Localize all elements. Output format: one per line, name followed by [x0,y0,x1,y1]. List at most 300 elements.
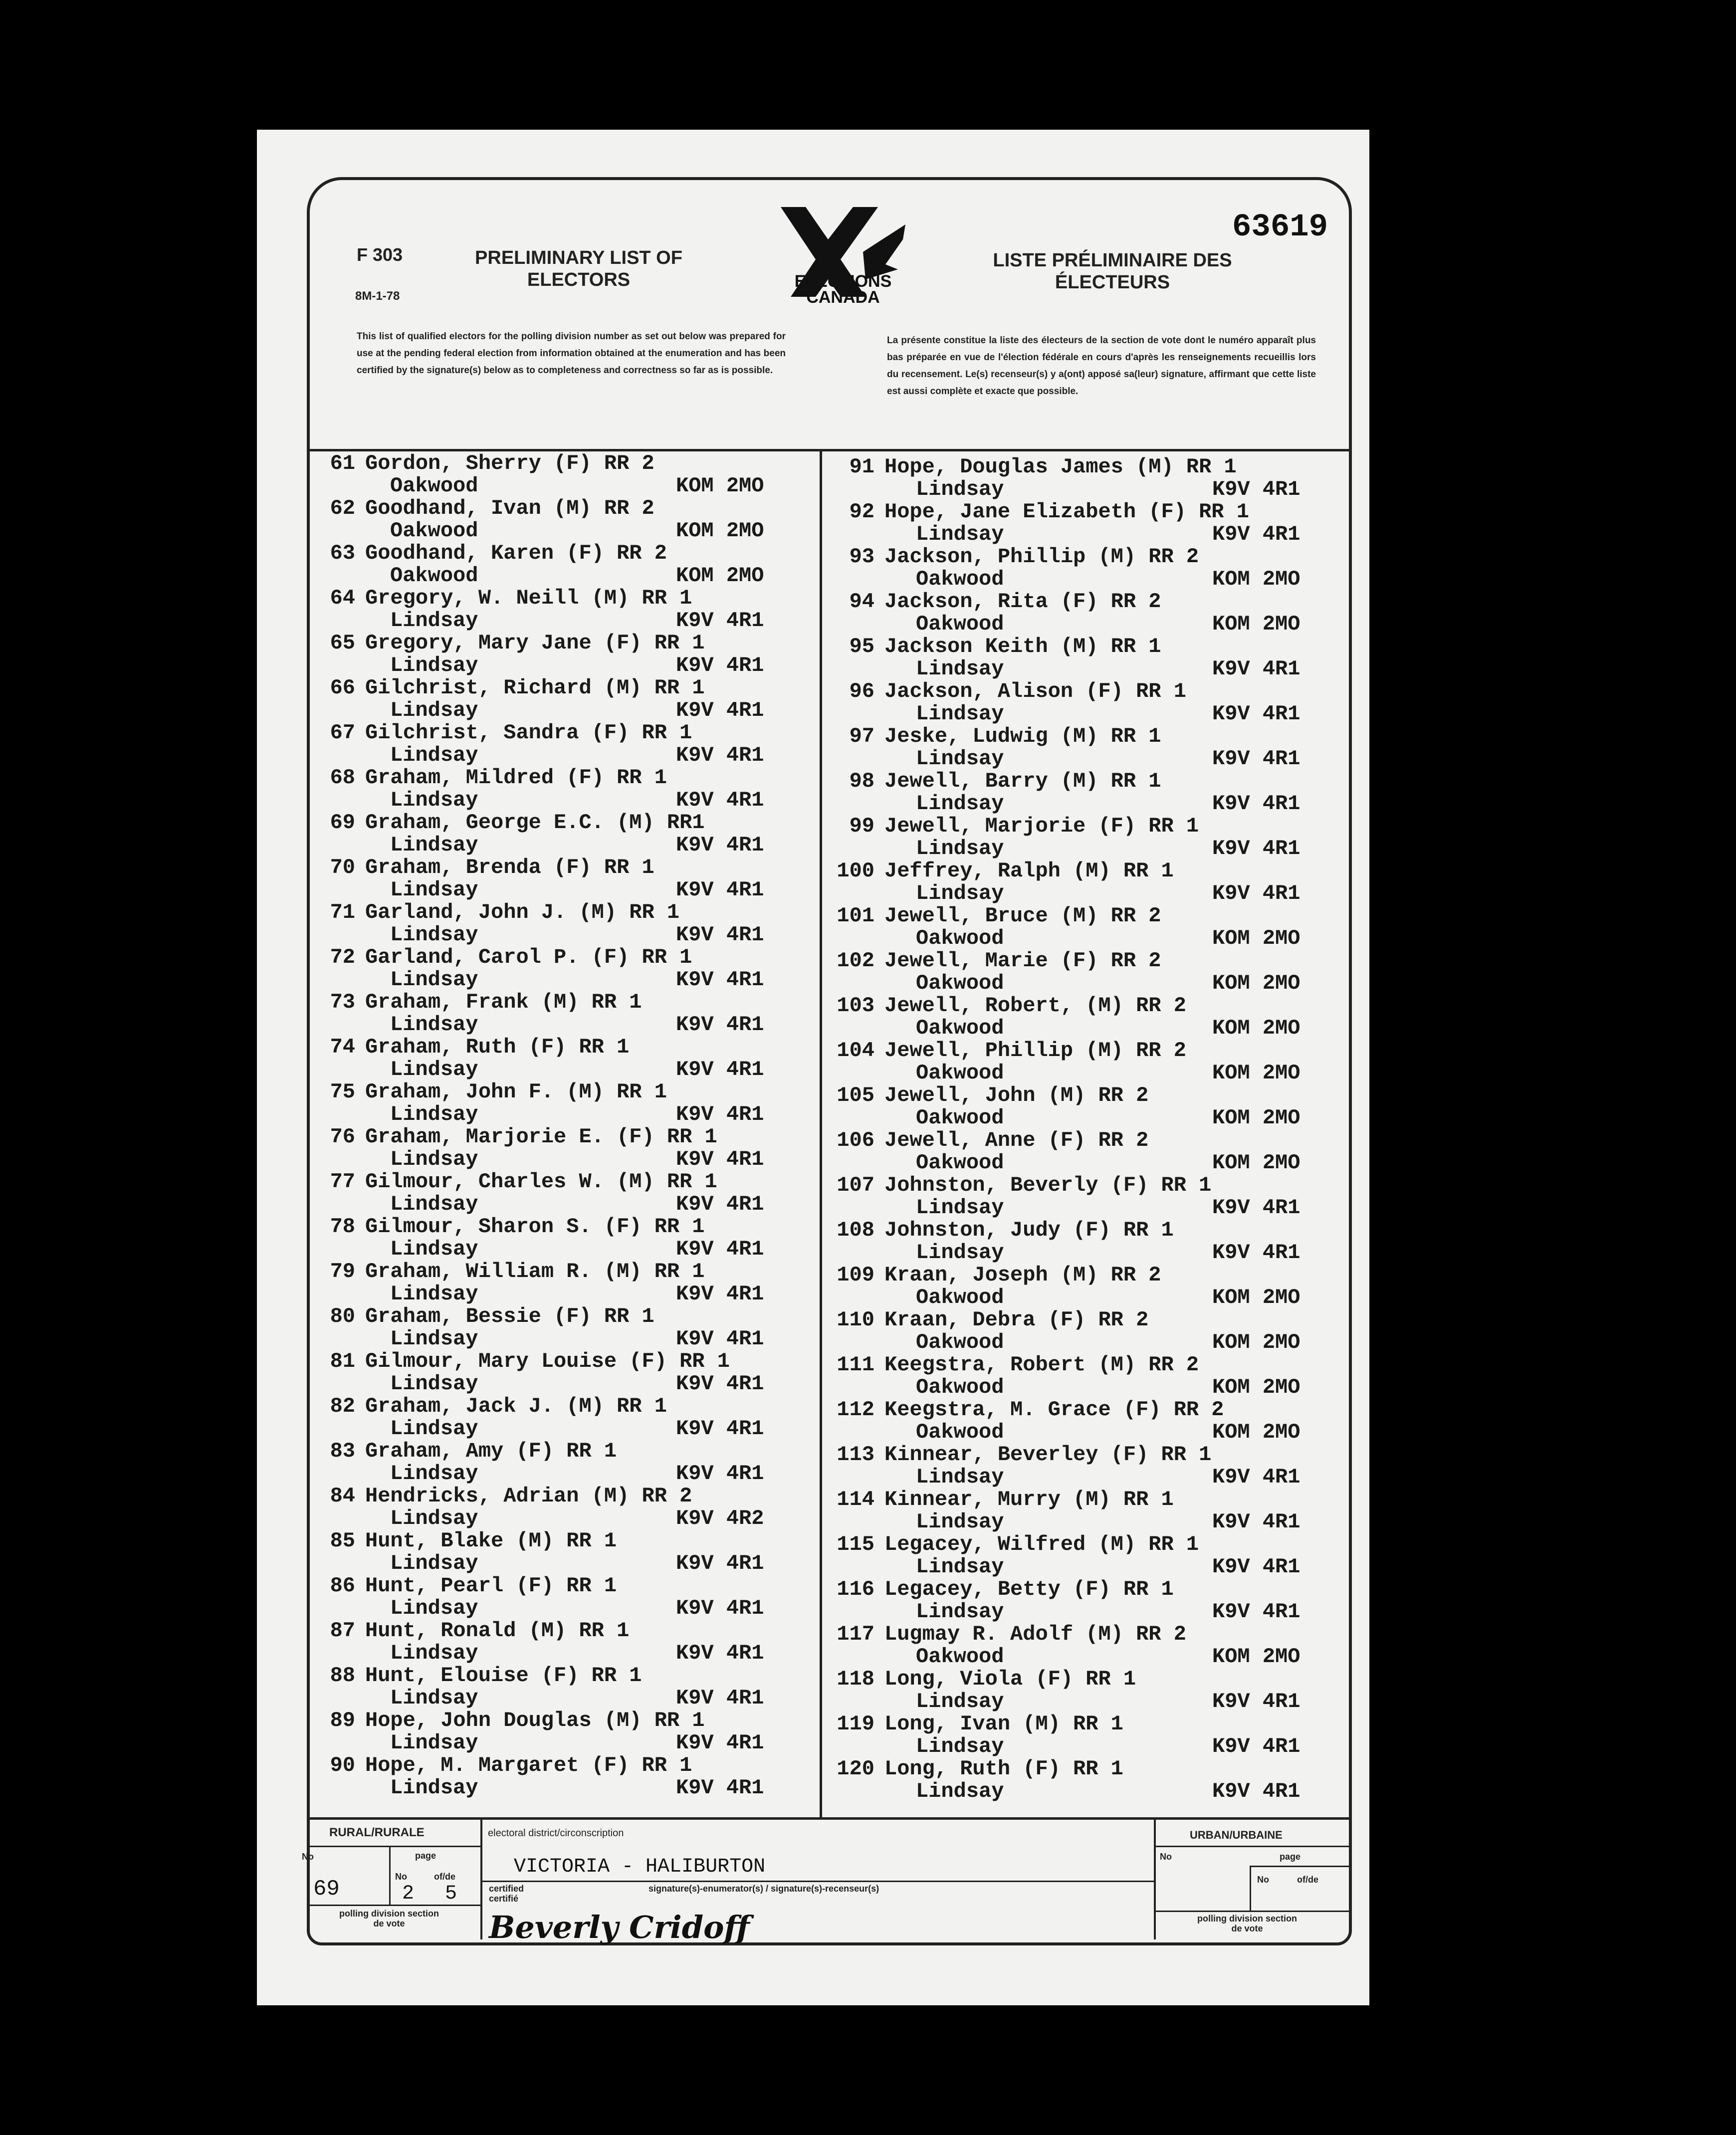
elector-postal-code: KOM 2MO [1212,1151,1301,1175]
elector-postal-code: K9V 4R1 [676,1731,764,1755]
elector-entry [832,545,1331,590]
elector-postal-code: K9V 4R1 [1212,1555,1301,1579]
urban-of-label: of/de [1297,1875,1318,1885]
elector-town: Lindsay [390,1731,478,1755]
elector-town: Lindsay [916,1690,1004,1713]
elector-entry [832,769,1331,814]
elector-town: Lindsay [390,1147,478,1171]
elector-name: Gilchrist, Richard (M) RR 1 [365,676,705,700]
elector-postal-code: KOM 2MO [1212,1330,1301,1354]
elector-name: Legacey, Wilfred (M) RR 1 [884,1532,1199,1556]
intro-french: La présente constitue la liste des électeurs de la section de vote dont le numéro apparaît plus bas préparée en vue de l'élection fédérale en cours d'après les renseignements recueillis lors du recensement. Le(s) recenseur(s) y a(ont) apposé sa(leur) signature, affirmant que cette liste est aussi complète et exacte que possible. [887,335,1316,397]
elector-town: Lindsay [390,1237,478,1261]
elector-name: Graham, Mildred (F) RR 1 [365,766,667,790]
elector-town: Lindsay [916,1241,1004,1265]
elector-name: Graham, John F. (M) RR 1 [365,1080,667,1104]
elector-name: Gordon, Sherry (F) RR 2 [365,451,654,475]
elector-number: 113 [837,1443,874,1467]
certified-label: certified certifié [489,1884,524,1904]
urban-page-no-label: No [1257,1875,1269,1885]
elector-entry [832,1218,1331,1263]
elector-town: Lindsay [390,788,478,812]
elector-postal-code: K9V 4R1 [676,1102,764,1126]
elector-town: Lindsay [390,923,478,947]
elector-number: 66 [330,676,355,700]
elector-town: Lindsay [390,1506,478,1530]
elector-name: Legacey, Betty (F) RR 1 [884,1577,1174,1601]
elector-number: 104 [837,1039,874,1063]
elector-number: 90 [330,1753,355,1777]
elector-number: 95 [849,635,874,658]
elector-postal-code: KOM 2MO [676,474,764,498]
elector-entry [319,1619,813,1664]
elector-number: 89 [330,1708,355,1732]
elector-name: Keegstra, M. Grace (F) RR 2 [884,1398,1224,1422]
elector-number: 82 [330,1394,355,1418]
elector-postal-code: K9V 4R1 [676,1596,764,1620]
elector-town: Lindsay [390,1282,478,1306]
elector-town: Oakwood [916,1375,1004,1399]
elector-town: Lindsay [916,792,1004,816]
elector-number: 97 [849,724,874,748]
elector-town: Lindsay [916,881,1004,905]
footer-urban-box-rule [1156,1911,1350,1912]
elector-entry [832,1398,1331,1443]
elector-number: 65 [330,631,355,655]
elector-entry [319,1215,813,1260]
elector-number: 73 [330,990,355,1014]
elector-number: 110 [837,1308,874,1332]
elector-town: Lindsay [390,698,478,722]
elector-town: Lindsay [916,702,1004,726]
elector-postal-code: K9V 4R1 [676,788,764,812]
urban-page-divider [1250,1866,1251,1911]
electors-right-column [832,455,1331,1802]
elector-town: Lindsay [916,477,1004,501]
elector-postal-code: K9V 4R1 [1212,1734,1301,1758]
elector-name: Jewell, Barry (M) RR 1 [884,769,1161,793]
electoral-district: VICTORIA - HALIBURTON [514,1856,766,1878]
elector-number: 87 [330,1619,355,1643]
elector-entry [319,496,813,541]
elector-entry [319,1035,813,1080]
elector-entry [319,1125,813,1170]
elector-entry [832,1039,1331,1083]
elector-town: Oakwood [916,567,1004,591]
elector-postal-code: K9V 4R1 [676,1551,764,1575]
elector-name: Jewell, Marie (F) RR 2 [884,949,1161,973]
elector-number: 72 [330,945,355,969]
elector-number: 114 [837,1488,874,1511]
elector-postal-code: KOM 2MO [1212,612,1301,636]
elector-number: 102 [837,949,874,973]
footer-urban-divider [1154,1820,1156,1939]
elector-name: Goodhand, Karen (F) RR 2 [365,541,667,565]
elector-entry [319,945,813,990]
footer-district-rule [480,1881,1154,1882]
elector-postal-code: K9V 4R1 [676,609,764,633]
elector-number: 107 [837,1173,874,1197]
polling-division-label: polling division section de vote [339,1909,439,1928]
elector-entry [832,1443,1331,1488]
elector-town: Lindsay [916,747,1004,771]
elector-entry [832,904,1331,949]
elector-postal-code: K9V 4R1 [676,1372,764,1396]
elector-town: Lindsay [390,1102,478,1126]
elector-entry [832,1308,1331,1353]
elector-town: Lindsay [390,1058,478,1081]
elector-number: 112 [837,1398,874,1422]
elector-number: 106 [837,1128,874,1152]
rural-label: RURAL/RURALE [329,1826,425,1839]
elector-postal-code: K9V 4R1 [1212,837,1301,860]
polling-no-label: No [302,1852,314,1862]
elector-number: 69 [330,811,355,835]
elector-town: Lindsay [390,653,478,677]
elector-entry [832,1263,1331,1308]
elector-name: Johnston, Beverly (F) RR 1 [884,1173,1212,1197]
elector-name: Hendricks, Adrian (M) RR 2 [365,1484,692,1508]
elector-postal-code: K9V 4R1 [676,1013,764,1037]
elector-number: 88 [330,1664,355,1688]
elector-town: Oakwood [916,1645,1004,1669]
elector-entry [319,1080,813,1125]
elector-name: Long, Ivan (M) RR 1 [884,1712,1123,1736]
elector-name: Graham, William R. (M) RR 1 [365,1260,705,1283]
elector-town: Lindsay [390,743,478,767]
elector-number: 67 [330,721,355,745]
elector-name: Jackson, Phillip (M) RR 2 [884,545,1199,569]
elector-entry [832,1757,1331,1802]
elector-postal-code: K9V 4R1 [676,653,764,677]
elector-name: Hope, M. Margaret (F) RR 1 [365,1753,692,1777]
elector-town: Lindsay [390,1641,478,1665]
elector-town: Oakwood [916,1016,1004,1040]
elector-name: Goodhand, Ivan (M) RR 2 [365,496,654,520]
elector-town: Oakwood [390,519,478,543]
elector-postal-code: K9V 4R1 [1212,1196,1301,1220]
elector-entry [832,500,1331,545]
signature-text: Beverly Cridoff [489,1909,750,1945]
elector-entry [319,811,813,855]
elector-name: Jeffrey, Ralph (M) RR 1 [884,859,1174,883]
elector-name: Jackson Keith (M) RR 1 [884,635,1161,658]
elector-postal-code: K9V 4R1 [1212,1510,1301,1534]
enumerator-signature [479,1898,808,1953]
elector-name: Graham, Amy (F) RR 1 [365,1439,617,1463]
elector-name: Gilchrist, Sandra (F) RR 1 [365,721,692,745]
elector-postal-code: KOM 2MO [1212,1375,1301,1399]
elector-entry [832,1532,1331,1577]
elector-town: Lindsay [390,609,478,633]
elector-name: Gilmour, Sharon S. (F) RR 1 [365,1215,705,1239]
elector-town: Oakwood [916,926,1004,950]
elector-name: Jewell, Anne (F) RR 2 [884,1128,1149,1152]
elector-town: Lindsay [916,657,1004,681]
elector-number: 94 [849,590,874,614]
elector-number: 92 [849,500,874,524]
elector-town: Lindsay [390,1013,478,1037]
elector-entry [832,635,1331,679]
elector-postal-code: K9V 4R1 [676,1417,764,1441]
elector-name: Hope, Douglas James (M) RR 1 [884,455,1237,479]
elector-postal-code: KOM 2MO [1212,1645,1301,1669]
elector-entry [319,990,813,1035]
elector-name: Jeske, Ludwig (M) RR 1 [884,724,1161,748]
elector-number: 76 [330,1125,355,1149]
elector-number: 81 [330,1349,355,1373]
elector-name: Jackson, Rita (F) RR 2 [884,590,1161,614]
elector-name: Jewell, Marjorie (F) RR 1 [884,814,1199,838]
page-of-label: of/de [434,1872,455,1882]
elector-entry [832,1083,1331,1128]
elector-number: 61 [330,451,355,475]
form-code: F 303 [357,244,403,265]
elector-name: Graham, Ruth (F) RR 1 [365,1035,630,1059]
elector-town: Lindsay [390,1372,478,1396]
elector-number: 101 [837,904,874,928]
elector-number: 120 [837,1757,874,1781]
elector-town: Lindsay [390,878,478,902]
elector-postal-code: KOM 2MO [676,564,764,588]
elector-postal-code: K9V 4R1 [676,1641,764,1665]
elector-town: Oakwood [916,612,1004,636]
elector-entry [319,451,813,496]
elector-name: Hunt, Blake (M) RR 1 [365,1529,617,1553]
elector-name: Gregory, Mary Jane (F) RR 1 [365,631,705,655]
elector-entry [319,541,813,586]
elector-town: Oakwood [390,564,478,588]
elector-name: Jewell, Phillip (M) RR 2 [884,1039,1186,1063]
elector-postal-code: K9V 4R1 [676,698,764,722]
elector-number: 80 [330,1304,355,1328]
elector-number: 99 [849,814,874,838]
elector-entry [319,900,813,945]
elector-number: 91 [849,455,874,479]
elector-town: Oakwood [916,971,1004,995]
elector-postal-code: K9V 4R2 [676,1506,764,1530]
elector-postal-code: K9V 4R1 [676,1282,764,1306]
elector-number: 85 [330,1529,355,1553]
signature-label: signature(s)-enumerator(s) / signature(s)-recenseur(s) [649,1884,879,1894]
elector-postal-code: K9V 4R1 [676,1058,764,1081]
elector-postal-code: K9V 4R1 [1212,657,1301,681]
elector-town: Lindsay [916,1734,1004,1758]
elector-postal-code: K9V 4R1 [676,1192,764,1216]
elector-entry [319,1170,813,1215]
elector-name: Johnston, Judy (F) RR 1 [884,1218,1174,1242]
elector-postal-code: KOM 2MO [676,519,764,543]
elector-postal-code: K9V 4R1 [1212,1779,1301,1803]
title-french: LISTE PRÉLIMINAIRE DES ÉLECTEURS [993,250,1232,293]
elector-name: Jewell, Bruce (M) RR 2 [884,904,1161,928]
elector-name: Graham, Marjorie E. (F) RR 1 [365,1125,717,1149]
elector-entry [832,1173,1331,1218]
elector-postal-code: KOM 2MO [1212,971,1301,995]
elector-number: 116 [837,1577,874,1601]
elector-name: Kinnear, Beverley (F) RR 1 [884,1443,1212,1467]
elector-name: Hope, Jane Elizabeth (F) RR 1 [884,500,1249,524]
elector-postal-code: KOM 2MO [1212,1061,1301,1085]
elector-town: Lindsay [916,1779,1004,1803]
elector-town: Lindsay [390,1686,478,1710]
footer-page-divider [389,1846,391,1905]
elector-number: 83 [330,1439,355,1463]
elector-entry [832,1128,1331,1173]
elector-postal-code: K9V 4R1 [676,968,764,992]
elector-number: 111 [837,1353,874,1377]
elector-postal-code: K9V 4R1 [1212,1690,1301,1713]
elector-name: Kraan, Debra (F) RR 2 [884,1308,1149,1332]
urban-page-rule [1250,1866,1350,1867]
elector-town: Lindsay [390,968,478,992]
elector-postal-code: K9V 4R1 [1212,747,1301,771]
elector-number: 71 [330,900,355,924]
elector-entry [319,855,813,900]
elector-number: 118 [837,1667,874,1691]
elector-name: Kinnear, Murry (M) RR 1 [884,1488,1174,1511]
elector-entry [832,1712,1331,1757]
elector-town: Lindsay [916,1555,1004,1579]
elector-number: 96 [849,679,874,703]
title-english: PRELIMINARY LIST OF ELECTORS [475,247,682,290]
elector-name: Gilmour, Charles W. (M) RR 1 [365,1170,717,1194]
elector-name: Gilmour, Mary Louise (F) RR 1 [365,1349,730,1373]
elector-name: Garland, Carol P. (F) RR 1 [365,945,692,969]
elector-entry [319,1349,813,1394]
elector-town: Oakwood [916,1285,1004,1309]
footer-divider [308,1817,1351,1820]
elector-town: Lindsay [916,1510,1004,1534]
elector-entry [319,1439,813,1484]
elector-entry [319,676,813,721]
elector-postal-code: K9V 4R1 [676,1147,764,1171]
polling-division-number: 69 [313,1877,340,1902]
elector-entry [319,1484,813,1529]
elector-number: 78 [330,1215,355,1239]
elector-postal-code: KOM 2MO [1212,1016,1301,1040]
elector-entry [319,1574,813,1619]
elector-town: Oakwood [916,1420,1004,1444]
elector-number: 62 [330,496,355,520]
elector-name: Hunt, Ronald (M) RR 1 [365,1619,630,1643]
elector-entry [832,1667,1331,1712]
elector-postal-code: K9V 4R1 [1212,1241,1301,1265]
elector-postal-code: K9V 4R1 [676,1237,764,1261]
elector-postal-code: K9V 4R1 [676,1327,764,1351]
elector-town: Oakwood [916,1061,1004,1085]
elector-name: Hope, John Douglas (M) RR 1 [365,1708,705,1732]
elector-entry [319,1529,813,1574]
elector-number: 74 [330,1035,355,1059]
elector-entry [832,1488,1331,1532]
logo-text: ELECTIONS CANADA [794,272,892,307]
elector-number: 108 [837,1218,874,1242]
elector-postal-code: K9V 4R1 [676,1776,764,1800]
elector-town: Lindsay [390,1551,478,1575]
footer-label-rule [308,1846,480,1847]
elector-town: Lindsay [390,1596,478,1620]
elector-number: 68 [330,766,355,790]
elector-number: 77 [330,1170,355,1194]
elector-town: Lindsay [390,1462,478,1486]
elector-number: 70 [330,855,355,879]
elector-town: Oakwood [916,1151,1004,1175]
elector-postal-code: KOM 2MO [1212,1285,1301,1309]
elector-number: 105 [837,1083,874,1107]
elector-postal-code: K9V 4R1 [1212,522,1301,546]
elector-name: Garland, John J. (M) RR 1 [365,900,680,924]
elector-entry [832,1577,1331,1622]
elector-entry [319,766,813,811]
elector-name: Lugmay R. Adolf (M) RR 2 [884,1622,1186,1646]
elector-name: Graham, Frank (M) RR 1 [365,990,642,1014]
elector-number: 86 [330,1574,355,1598]
elector-postal-code: K9V 4R1 [1212,881,1301,905]
elector-number: 75 [330,1080,355,1104]
elector-number: 115 [837,1532,874,1556]
elector-name: Long, Ruth (F) RR 1 [884,1757,1123,1781]
elector-number: 79 [330,1260,355,1283]
elector-postal-code: K9V 4R1 [1212,792,1301,816]
serial-number: 63619 [1232,210,1328,245]
elector-name: Jewell, Robert, (M) RR 2 [884,994,1186,1018]
elector-postal-code: KOM 2MO [1212,567,1301,591]
elector-name: Hunt, Elouise (F) RR 1 [365,1664,642,1688]
elector-number: 63 [330,541,355,565]
elector-town: Lindsay [916,1196,1004,1220]
urban-polling-division-label: polling division section de vote [1197,1914,1298,1933]
elector-entry [832,455,1331,500]
elector-postal-code: K9V 4R1 [1212,477,1301,501]
district-label: electoral district/circonscription [488,1828,624,1839]
elector-entry [319,1394,813,1439]
footer-urban-rule [1156,1846,1350,1847]
elector-number: 103 [837,994,874,1018]
elector-entry [832,859,1331,904]
elector-number: 93 [849,545,874,569]
elector-town: Oakwood [916,1106,1004,1130]
elector-postal-code: K9V 4R1 [676,923,764,947]
elector-entry [832,679,1331,724]
elector-town: Lindsay [916,837,1004,860]
electors-left-column [319,451,813,1798]
elector-town: Oakwood [916,1330,1004,1354]
elector-town: Oakwood [390,474,478,498]
elector-postal-code: KOM 2MO [1212,926,1301,950]
elector-postal-code: K9V 4R1 [1212,1600,1301,1624]
elector-postal-code: K9V 4R1 [676,878,764,902]
elector-name: Graham, Bessie (F) RR 1 [365,1304,654,1328]
elector-postal-code: K9V 4R1 [676,1686,764,1710]
elector-number: 100 [837,859,874,883]
elector-entry [832,994,1331,1039]
elector-number: 98 [849,769,874,793]
elector-number: 84 [330,1484,355,1508]
page-number: 2 [402,1883,415,1905]
elector-entry [319,1753,813,1798]
elector-name: Gregory, W. Neill (M) RR 1 [365,586,692,610]
elector-postal-code: K9V 4R1 [1212,702,1301,726]
elector-entry [832,590,1331,635]
elector-name: Hunt, Pearl (F) RR 1 [365,1574,617,1598]
elector-postal-code: K9V 4R1 [676,1462,764,1486]
page-label: page [415,1851,436,1861]
elector-town: Lindsay [390,1327,478,1351]
elector-town: Lindsay [916,1465,1004,1489]
elector-entry [319,721,813,766]
elector-town: Lindsay [390,833,478,857]
